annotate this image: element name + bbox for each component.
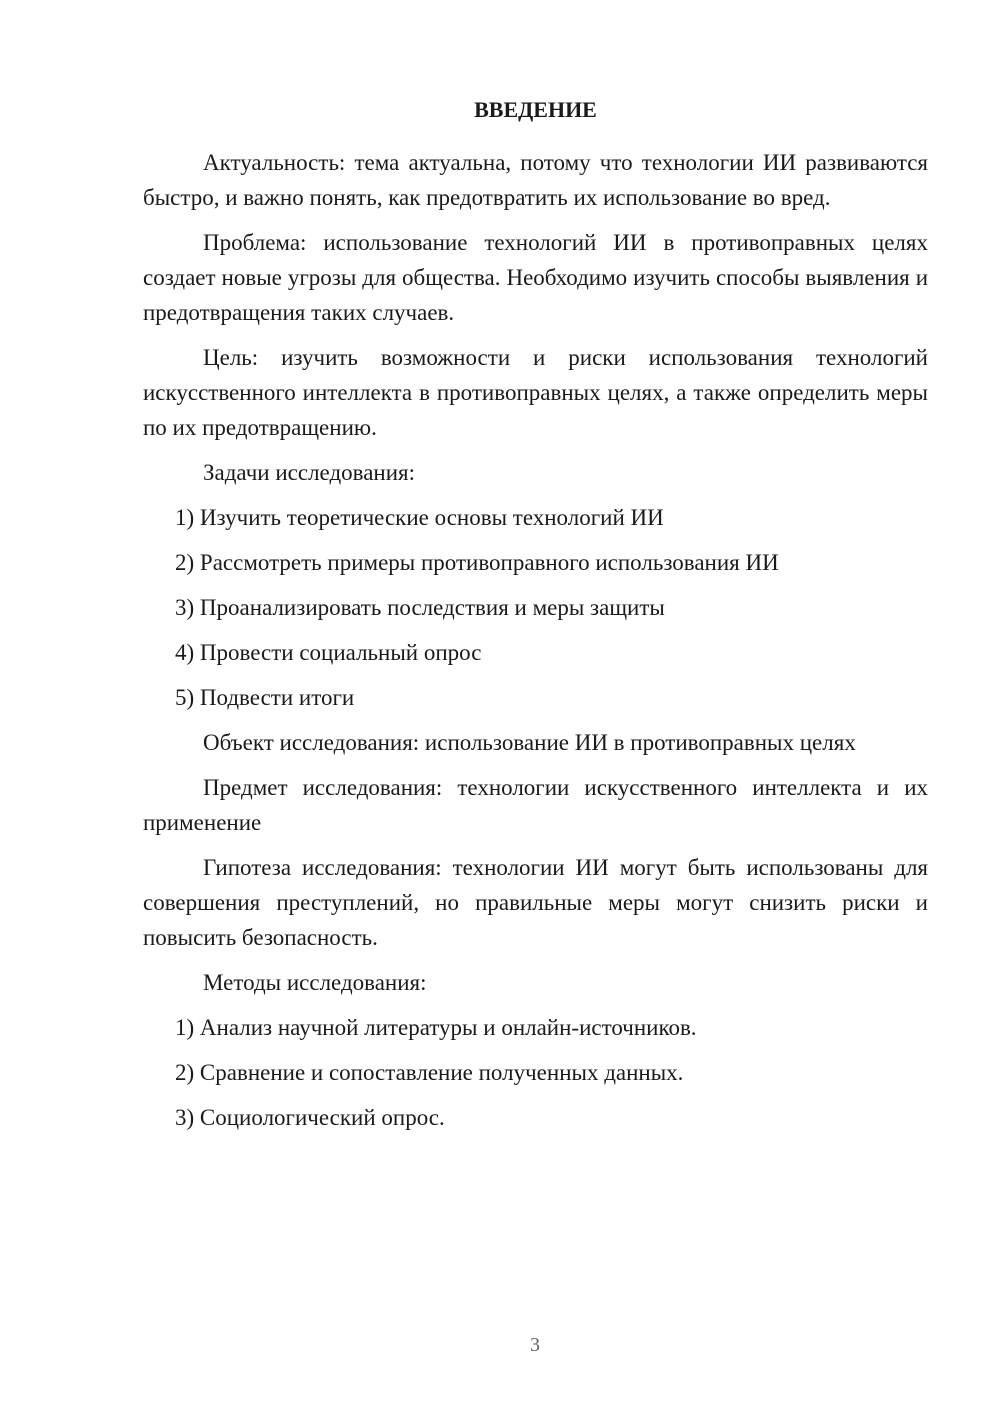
- methods-list: [143, 1010, 928, 1135]
- list-item: 4) Провести социальный опрос: [175, 640, 482, 665]
- list-item: 3) Проанализировать последствия и меры защиты: [175, 595, 665, 620]
- list-item: 2) Рассмотреть примеры противоправного использования ИИ: [175, 550, 779, 575]
- page-number: 3: [530, 1334, 540, 1356]
- list-item: 1) Анализ научной литературы и онлайн-источников.: [175, 1015, 697, 1040]
- hypothesis-paragraph: Гипотеза исследования: технологии ИИ могут быть использованы для совершения преступлений, но правильные меры могут снизить риски и повысить безопасность.: [143, 855, 928, 950]
- section-heading: ВВЕДЕНИЕ: [474, 97, 597, 122]
- goal-paragraph: Цель: изучить возможности и риски использования технологий искусственного интеллекта в противоправных целях, а также определить меры по их предотвращению.: [143, 345, 928, 440]
- subject-paragraph: Предмет исследования: технологии искусственного интеллекта и их применение: [143, 775, 928, 835]
- list-item: 2) Сравнение и сопоставление полученных данных.: [175, 1060, 684, 1085]
- object-paragraph: Объект исследования: использование ИИ в противоправных целях: [203, 730, 856, 755]
- list-item: 1) Изучить теоретические основы технологий ИИ: [175, 505, 664, 530]
- methods-title: Методы исследования:: [203, 970, 427, 995]
- list-item: 5) Подвести итоги: [175, 685, 355, 710]
- document-page: [143, 95, 928, 1145]
- tasks-list: [143, 500, 928, 715]
- relevance-paragraph: Актуальность: тема актуальна, потому что технологии ИИ развиваются быстро, и важно понять, как предотвратить их использование во вред.: [143, 150, 928, 210]
- list-item: 3) Социологический опрос.: [175, 1105, 445, 1130]
- problem-paragraph: Проблема: использование технологий ИИ в противоправных целях создает новые угрозы для общества. Необходимо изучить способы выявления и предотвращения таких случаев.: [143, 230, 928, 325]
- tasks-title: Задачи исследования:: [203, 460, 416, 485]
